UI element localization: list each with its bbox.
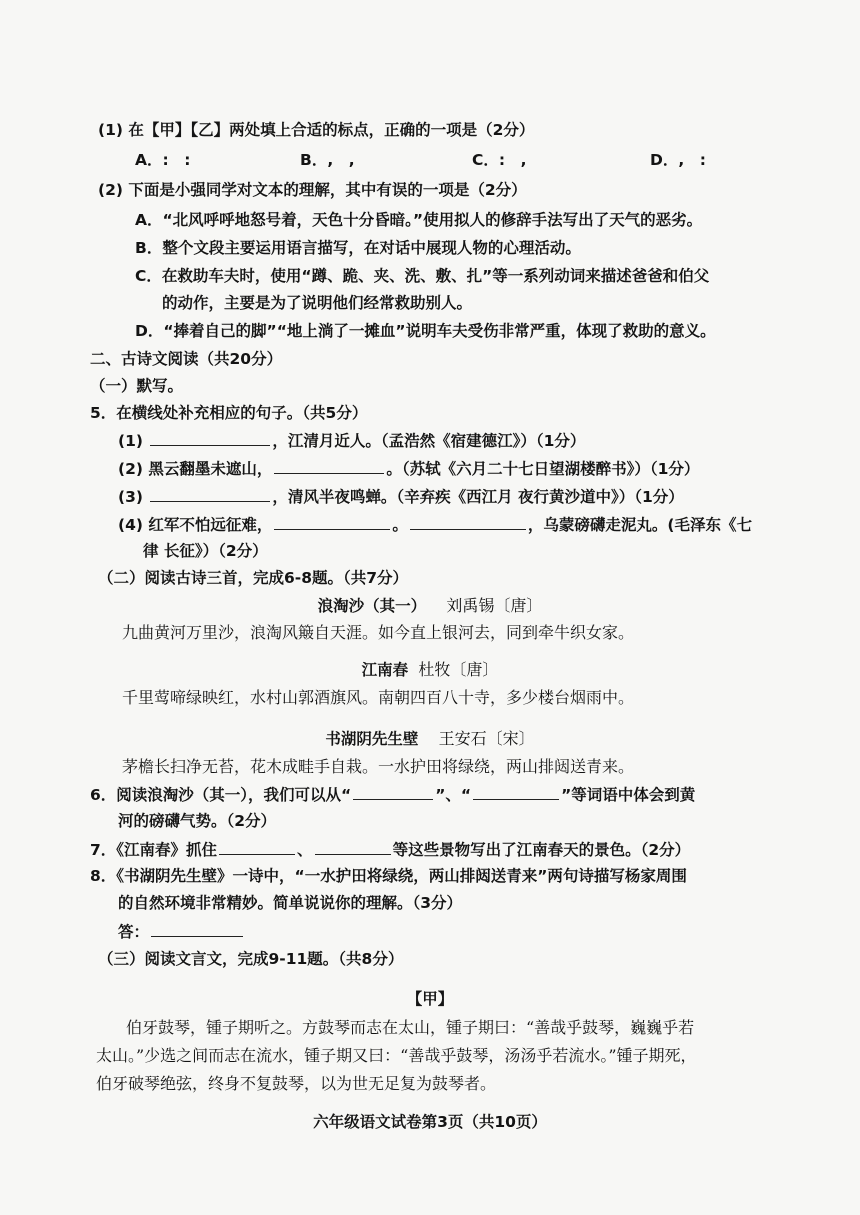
q8-answer-blank[interactable] [151,921,243,937]
passage-label: 【甲】 [406,990,454,1008]
q6-blank-1[interactable] [353,784,433,800]
poem2-author: 杜牧〔唐〕 [418,660,499,679]
q5-4-text-post: ，乌蒙磅礴走泥丸。(毛泽东《七 [527,516,752,534]
page-footer: 六年级语文试卷第3页（共10页） [313,1113,547,1131]
q2-stem: (2) 下面是小强同学对文本的理解，其中有误的一项是（2分） [98,181,527,199]
q6-line1 [90,784,695,805]
poem3-author: 王安石〔宋〕 [438,729,535,748]
q5-2-text-pre: (2) 黑云翻墨未遮山， [118,460,273,478]
q6-text-mid: ”、“ [435,786,472,804]
poem2-title-line [0,660,860,680]
q5-1-text: ，江清月近人。（孟浩然《宿建德江》）（1分） [272,432,586,450]
q5-3-label: (3) [118,488,143,506]
q2-option-d: D．“捧着自己的脚”“地上淌了一摊血”说明车夫受伤非常严重，体现了救助的意义。 [135,322,716,340]
section2-sub1: （一）默写。 [90,377,184,395]
q2-option-b: B．整个文段主要运用语言描写，在对话中展现人物的心理活动。 [135,239,581,257]
q1-option-c: C．: , [472,151,527,169]
q5-1-label: (1) [118,432,143,450]
poem1-title: 浪淘沙（其一） [317,597,427,615]
q8-line2: 的自然环境非常精妙。简单说说你的理解。（3分） [118,894,463,912]
poem2-text: 千里莺啼绿映红，水村山郭酒旗风。南朝四百八十寺，多少楼台烟雨中。 [122,688,635,707]
section2-heading: 二、古诗文阅读（共20分） [90,350,283,368]
passage-line3: 伯牙破琴绝弦，终身不复鼓琴，以为世无足复为鼓琴者。 [96,1074,497,1093]
q5-stem: 5．在横线处补充相应的句子。（共5分） [90,404,368,422]
q7-text-mid: 、 [297,841,313,859]
q7-blank-2[interactable] [315,839,391,855]
poem1-author: 刘禹锡〔唐〕 [446,596,543,615]
q2-option-a: A．“北风呼呼地怒号着，天色十分昏暗。”使用拟人的修辞手法写出了天气的恶劣。 [135,211,703,229]
poem2-title: 江南春 [361,661,409,679]
q5-2-text-post: 。（苏轼《六月二十七日望湖楼醉书》）（1分） [386,460,700,478]
poem3-title: 书湖阴先生壁 [325,730,419,748]
q5-2 [118,458,699,479]
q2-option-c-line2: 的动作，主要是为了说明他们经常救助别人。 [162,294,473,312]
q5-4-blank-1[interactable] [274,514,390,530]
q1-option-d: D．, : [650,151,706,169]
q1-option-a: A．: : [135,151,191,169]
q7-text-pre: 7．《江南春》抓住 [90,841,218,859]
q5-1 [118,430,585,451]
q5-2-blank[interactable] [274,458,384,474]
q5-3-text: ，清风半夜鸣蝉。（辛弃疾《西江月 夜行黄沙道中》）（1分） [272,488,684,506]
q5-4-blank-2[interactable] [410,514,526,530]
q6-text-pre: 6．阅读浪淘沙（其一），我们可以从“ [90,786,352,804]
q5-4-continuation: 律 长征》）（2分） [143,542,268,560]
q7-text-post: 等这些景物写出了江南春天的景色。（2分） [392,841,691,859]
poem1-text: 九曲黄河万里沙，浪淘风簸自天涯。如今直上银河去，同到牵牛织女家。 [122,623,635,642]
q8-answer-label: 答： [118,923,150,941]
q5-3 [118,486,684,507]
passage-line1: 伯牙鼓琴，锺子期听之。方鼓琴而志在太山，锺子期曰：“善哉乎鼓琴，巍巍乎若 [126,1018,695,1037]
q7-blank-1[interactable] [219,839,295,855]
q5-3-blank[interactable] [150,486,270,502]
poem3-title-line [0,729,860,749]
q1-stem: (1) 在【甲】【乙】两处填上合适的标点，正确的一项是（2分） [98,121,535,139]
q5-1-blank[interactable] [150,430,270,446]
passage-line2: 太山。”少选之间而志在流水，锺子期又曰：“善哉乎鼓琴，汤汤乎若流水。”锺子期死， [96,1046,697,1065]
q2-option-c-line1: C．在救助车夫时，使用“蹲、跪、夹、洗、敷、扎”等一系列动词来描述爸爸和伯父 [135,267,710,285]
q1-option-b: B．, , [300,151,355,169]
section2-sub2: （二）阅读古诗三首，完成6-8题。（共7分） [98,569,409,587]
q8-answer [118,921,245,942]
q5-4-text-mid: 。 [392,516,408,534]
poem1-title-line [0,596,860,616]
q6-blank-2[interactable] [473,784,559,800]
q8-line1: 8．《书湖阴先生壁》一诗中，“一水护田将绿绕，两山排闼送青来”两句诗描写杨家周围 [90,867,687,885]
q6-line2: 河的磅礴气势。（2分） [118,812,277,830]
q7-line [90,839,690,860]
section2-sub3: （三）阅读文言文，完成9-11题。（共8分） [98,950,404,968]
q5-4 [118,514,752,535]
poem3-text: 茅檐长扫净无苔，花木成畦手自栽。一水护田将绿绕，两山排闼送青来。 [122,757,635,776]
q6-text-post: ”等词语中体会到黄 [561,786,696,804]
q5-4-text-pre: (4) 红军不怕远征难， [118,516,273,534]
